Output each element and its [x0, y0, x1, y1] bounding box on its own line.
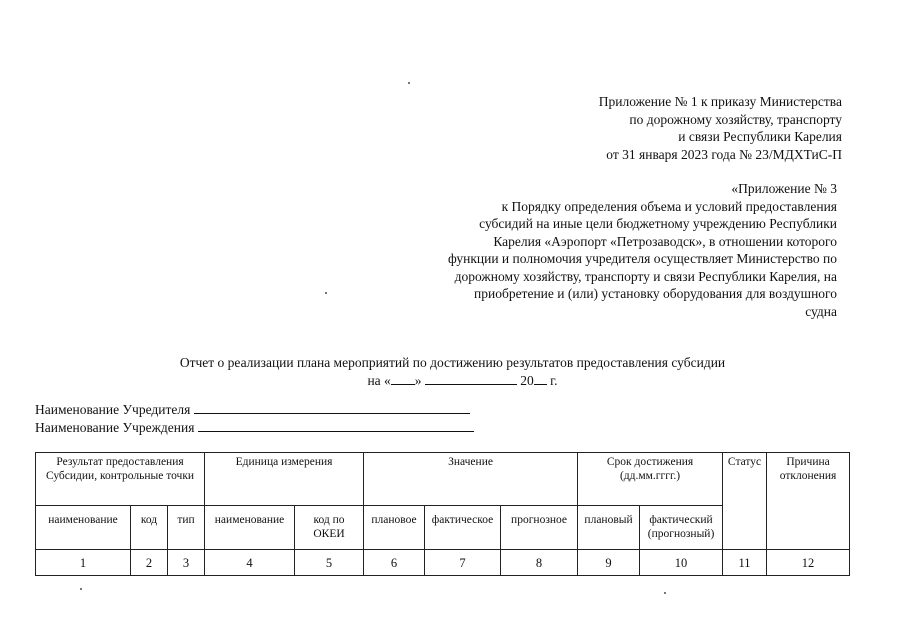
- institution-blank: [198, 419, 474, 432]
- column-number: 11: [723, 550, 767, 576]
- annex-block: [380, 180, 837, 320]
- scan-speck: [408, 82, 410, 84]
- header-result-name: наименование: [36, 506, 131, 550]
- column-number: 12: [767, 550, 850, 576]
- annex-line: судна: [805, 303, 837, 319]
- report-table: [35, 452, 850, 576]
- annex-line: «Приложение № 3: [731, 181, 837, 196]
- header-unit-name: наименование: [205, 506, 295, 550]
- header-actual: фактическое: [425, 506, 501, 550]
- header-value: Значение: [364, 453, 578, 506]
- header-okei-code: код по ОКЕИ: [295, 506, 364, 550]
- annex-line: субсидий на иные цели бюджетному учреждению Республики: [479, 216, 837, 231]
- header-deadline-planned: плановый: [578, 506, 640, 550]
- header-deadline: Срок достижения (дд.мм.гггг.): [578, 453, 723, 506]
- approval-line: от 31 января 2023 года № 23/МДХТиС-П: [606, 146, 842, 162]
- column-number: 6: [364, 550, 425, 576]
- header-unit: Единица измерения: [205, 453, 364, 506]
- founder-blank: [194, 401, 470, 414]
- column-number: 4: [205, 550, 295, 576]
- header-status: Статус: [723, 453, 767, 550]
- date-prefix: на «: [367, 372, 391, 388]
- annex-line: приобретение и (или) установку оборудования для воздушного: [474, 286, 837, 301]
- group-header-row: [36, 453, 850, 506]
- approval-line: по дорожному хозяйству, транспорту: [629, 111, 842, 127]
- header-reason: Причина отклонения: [767, 453, 850, 550]
- date-mid: »: [414, 372, 425, 388]
- column-number: 1: [36, 550, 131, 576]
- institution-label: Наименование Учреждения: [35, 420, 195, 435]
- annex-line: функции и полномочия учредителя осуществляет Министерство по: [447, 251, 837, 266]
- header-result: Результат предоставления Субсидии, контрольные точки: [36, 453, 205, 506]
- annex-line: к Порядку определения объема и условий предоставления: [501, 198, 837, 214]
- scan-speck: [664, 592, 666, 594]
- institution-field: [35, 419, 474, 437]
- day-blank: [391, 372, 415, 385]
- scan-speck: [325, 292, 327, 294]
- header-forecast: прогнозное: [501, 506, 578, 550]
- month-blank: [425, 372, 517, 385]
- report-title-block: [0, 354, 905, 389]
- header-result-code: код: [131, 506, 168, 550]
- founder-field: [35, 401, 470, 419]
- annex-line: дорожному хозяйству, транспорту и связи Республики Карелия, на: [454, 268, 837, 284]
- column-number: 3: [168, 550, 205, 576]
- date-suffix: г.: [546, 372, 558, 388]
- scan-speck: [80, 588, 82, 590]
- column-number: 7: [425, 550, 501, 576]
- column-number: 10: [640, 550, 723, 576]
- report-title: Отчет о реализации плана мероприятий по достижению результатов предоставления субсидии: [179, 355, 726, 370]
- approval-block: [480, 93, 842, 163]
- column-number-row: [36, 550, 850, 576]
- column-number: 8: [501, 550, 578, 576]
- report-date-line: [0, 372, 905, 390]
- column-number: 2: [131, 550, 168, 576]
- annex-line: Карелия «Аэропорт «Петрозаводск», в отношении которого: [493, 233, 837, 249]
- date-year: 20: [516, 372, 534, 388]
- header-planned: плановое: [364, 506, 425, 550]
- year-blank: [534, 372, 547, 385]
- approval-line: и связи Республики Карелия: [678, 129, 842, 144]
- header-deadline-actual: фактический (прогнозный): [640, 506, 723, 550]
- column-number: 9: [578, 550, 640, 576]
- founder-label: Наименование Учредителя: [35, 402, 191, 417]
- approval-line: Приложение № 1 к приказу Министерства: [598, 94, 842, 109]
- column-number: 5: [295, 550, 364, 576]
- header-result-type: тип: [168, 506, 205, 550]
